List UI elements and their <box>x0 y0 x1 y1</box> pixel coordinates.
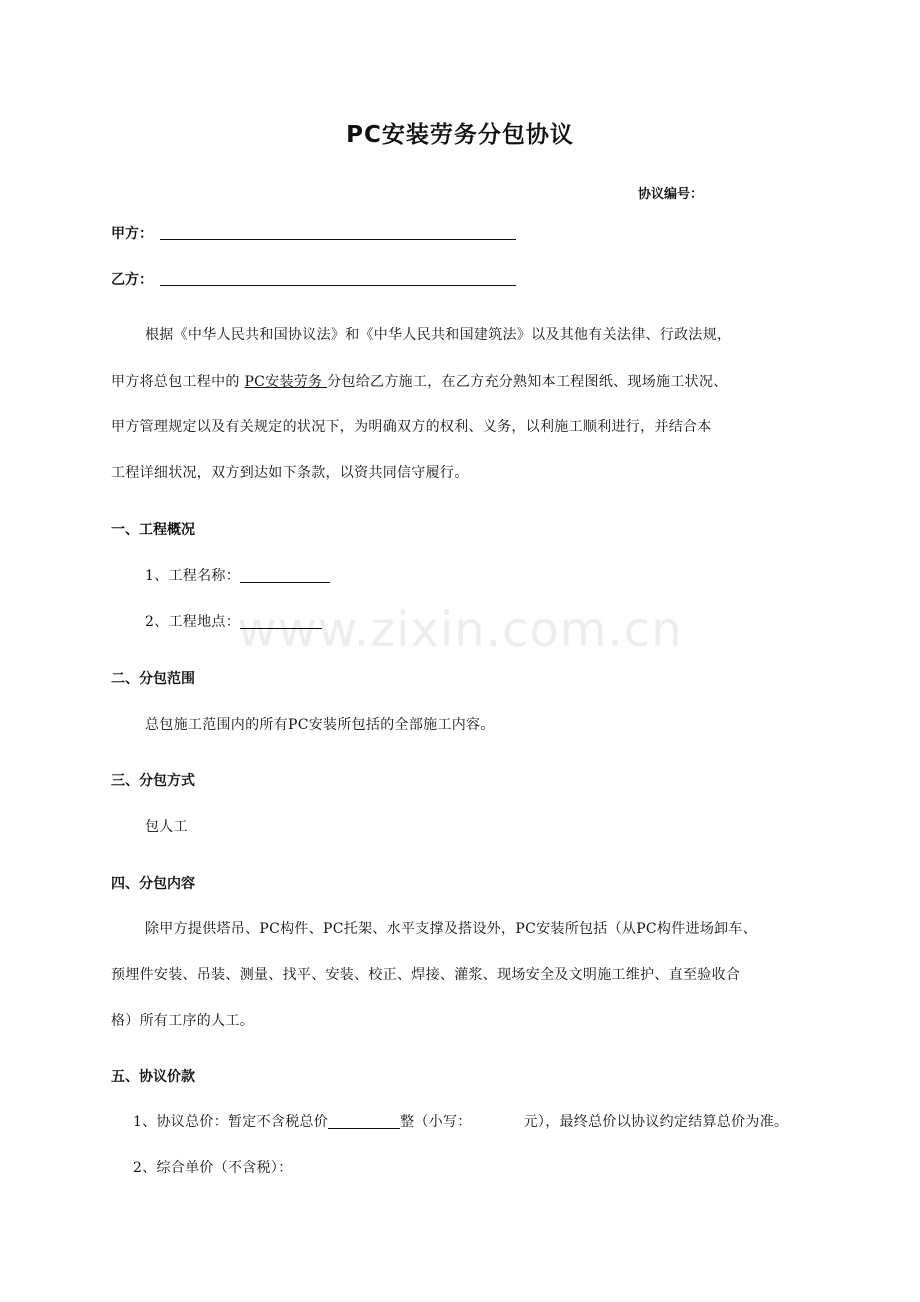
subcontract-scope-underlined: PC安装劳务 <box>244 374 328 390</box>
section-2-text: 总包施工范围内的所有PC安装所包括的全部施工内容。 <box>145 717 495 733</box>
intro-line-2-post: 分包给乙方施工，在乙方充分熟知本工程图纸、现场施工状况、 <box>327 374 728 390</box>
section-2-heading: 二、分包范围 <box>111 671 195 687</box>
total-price-mid: 整（小写： <box>400 1114 472 1130</box>
section-4-line-1: 除甲方提供塔吊、PC构件、PC托架、水平支撑及搭设外，PC安装所包括（从PC构件进场卸车、 <box>145 921 758 937</box>
party-a-blank-line <box>160 239 516 240</box>
intro-line-3: 甲方管理规定以及有关规定的状况下，为明确双方的权利、义务，以利施工顺利进行，并结合本 <box>111 419 712 435</box>
project-name-blank <box>240 568 330 583</box>
intro-line-1: 根据《中华人民共和国协议法》和《中华人民共和国建筑法》以及其他有关法律、行政法规， <box>145 327 732 343</box>
section-4-line-2: 预埋件安装、吊装、测量、找平、安装、校正、焊接、灌浆、现场安全及文明施工维护、直至验收合 <box>111 967 741 983</box>
intro-line-2 <box>111 371 728 391</box>
page-title: PC安装劳务分包协议 <box>346 122 574 148</box>
party-a-label: 甲方： <box>111 226 153 242</box>
section-4-line-3: 格）所有工序的人工。 <box>111 1013 254 1029</box>
intro-line-2-pre: 甲方将总包工程中的 <box>111 374 245 390</box>
project-name-label: 1、工程名称： <box>145 568 241 584</box>
total-price-blank <box>328 1114 400 1129</box>
section-4-heading: 四、分包内容 <box>111 876 195 892</box>
party-b-label: 乙方： <box>111 272 153 288</box>
intro-line-4: 工程详细状况，双方到达如下条款，以资共同信守履行。 <box>111 465 469 481</box>
section-1-heading: 一、工程概况 <box>111 522 195 538</box>
section-5-heading: 五、协议价款 <box>111 1069 195 1085</box>
project-location-label: 2、工程地点： <box>145 614 241 630</box>
agreement-number-label: 协议编号： <box>638 187 704 202</box>
total-price-row <box>133 1111 788 1131</box>
party-b-blank-line <box>160 285 516 286</box>
section-3-heading: 三、分包方式 <box>111 773 195 789</box>
unit-price-row: 2、综合单价（不含税）： <box>133 1160 293 1176</box>
project-name-row <box>145 565 330 585</box>
watermark: www.zixin.com.cn <box>237 602 683 658</box>
total-price-pre: 1、协议总价：暂定不含税总价 <box>133 1114 329 1130</box>
total-price-post: 元），最终总价以协议约定结算总价为准。 <box>523 1114 789 1130</box>
section-3-text: 包人工 <box>145 819 188 835</box>
